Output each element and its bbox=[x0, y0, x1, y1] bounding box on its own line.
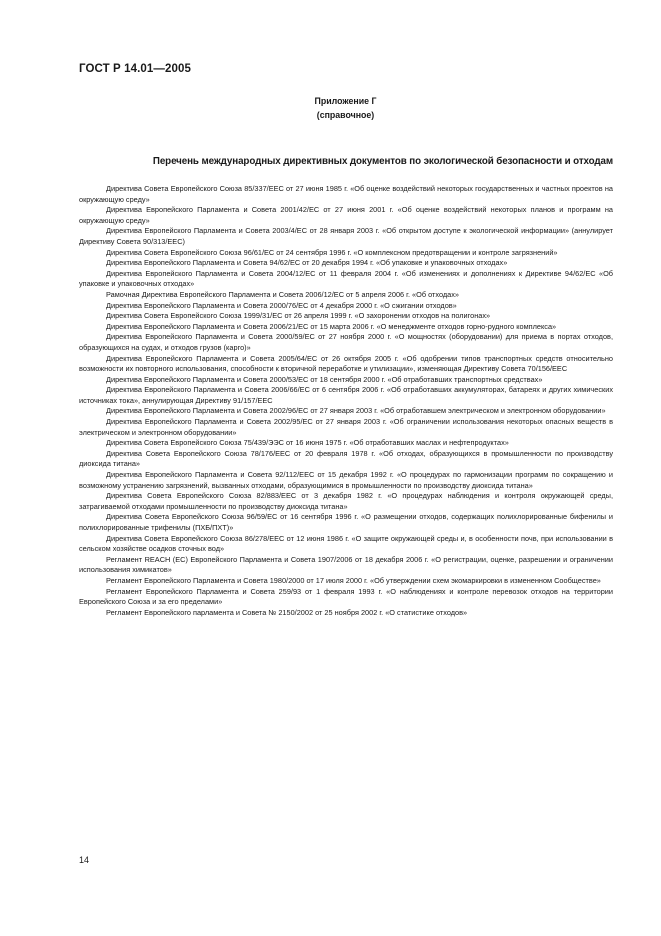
directive-entry: Директива Совета Европейского Союза 96/59/ЕС от 16 сентября 1996 г. «О размещении отходов, содержащих полихлорированные бифенилы и полихлорированные трифенилы (ПХБ/ПХТ)» bbox=[79, 512, 613, 532]
directive-entry: Директива Совета Европейского Союза 85/337/ЕЕС от 27 июня 1985 г. «Об оценке воздействий некоторых государственных и частных проектов на окружающую среду» bbox=[79, 184, 613, 204]
directive-list bbox=[79, 184, 613, 618]
document-code: ГОСТ Р 14.01—2005 bbox=[79, 63, 191, 75]
section-title: Перечень международных директивных документов по экологической безопасности и отходам bbox=[152, 156, 613, 167]
directive-entry: Директива Совета Европейского Союза 96/61/ЕС от 24 сентября 1996 г. «О комплексном предотвращении и контроле загрязнений» bbox=[106, 247, 558, 257]
directive-entry: Директива Европейского Парламента и Совета 2001/42/ЕС от 27 июня 2001 г. «Об оценке воздействий некоторых планов и программ на окружающую среду» bbox=[79, 205, 613, 225]
annex-heading bbox=[0, 94, 661, 122]
directive-entry: Директива Европейского Парламента и Совета 2005/64/ЕС от 26 октября 2005 г. «Об одобрении типов транспортных средств относительно возможности их повторного использования, способности к вторичной переработке и утилизации», изменяющая Директиву Совета 70/156/ЕЕС bbox=[79, 353, 613, 374]
directive-entry: Директива Совета Европейского Союза 75/439/ЭЭС от 16 июня 1975 г. «Об отработавших маслах и нефтепродуктах» bbox=[106, 438, 509, 448]
directive-entry: Директива Европейского Парламента и Совета 2002/96/ЕС от 27 января 2003 г. «Об отработавшем электрическом и электронном оборудовании» bbox=[106, 406, 606, 416]
directive-entry: Директива Совета Европейского Союза 78/176/ЕЕС от 20 февраля 1978 г. «Об отходах, образующихся в промышленности по производству диоксида титана» bbox=[79, 448, 613, 469]
directive-entry: Регламент Европейского Парламента и Совета 1980/2000 от 17 июля 2000 г. «Об утверждении схем экомаркировки в измененном Сообществе» bbox=[106, 575, 601, 585]
directive-entry: Директива Совета Европейского Союза 86/278/ЕЕС от 12 июня 1986 г. «О защите окружающей среды и, в особенности почв, при использовании в сельском хозяйстве осадков сточных вод» bbox=[79, 533, 613, 554]
directive-entry: Директива Европейского Парламента и Совета 2000/59/ЕС от 27 ноября 2000 г. «О мощностях (оборудовании) для приема в портах отходов, образующихся на судах, и отходов грузов (карго)» bbox=[79, 332, 613, 352]
directive-entry: Директива Европейского Парламента и Совета 2002/95/ЕС от 27 января 2003 г. «Об ограничении использования некоторых опасных веществ в электрическом и электронном оборудовании» bbox=[79, 417, 613, 437]
directive-entry: Директива Европейского Парламента и Совета 92/112/ЕЕС от 15 декабря 1992 г. «О процедурах по гармонизации программ по сокращению и возможному устранению загрязнений, вызванных отходами, образующимися в промышленности по производству диоксида титана» bbox=[79, 470, 613, 490]
directive-entry: Регламент Европейского Парламента и Совета 259/93 от 1 февраля 1993 г. «О наблюдениях и контроле перевозок отходов на территории Европейского Союза и за его пределами» bbox=[79, 586, 613, 607]
annex-subtitle: (справочное) bbox=[316, 110, 375, 120]
directive-entry: Директива Европейского Парламента и Совета 2000/53/ЕС от 18 сентября 2000 г. «Об отработавших транспортных средствах» bbox=[106, 374, 543, 384]
annex-title: Приложение Г bbox=[314, 96, 377, 106]
directive-entry: Директива Европейского Парламента и Совета 2006/66/ЕС от 6 сентября 2006 г. «Об отработавших аккумуляторах, батареях и других химических источниках тока», аннулирующая Директиву 91/157/ЕЕС bbox=[79, 385, 613, 405]
directive-entry: Директива Европейского Парламента и Совета 2003/4/ЕС от 28 января 2003 г. «Об открытом доступе к экологической информации» (аннулирует Директиву Совета 90/313/ЕЕС) bbox=[79, 226, 613, 246]
directive-entry: Директива Европейского Парламента и Совета 2004/12/ЕС от 11 февраля 2004 г. «Об изменениях и дополнениях к Директиве 94/62/ЕС «Об упаковке и упаковочных отходах» bbox=[79, 268, 613, 289]
page-number: 14 bbox=[79, 855, 90, 865]
directive-entry: Директива Совета Европейского Союза 82/883/ЕЕС от 3 декабря 1982 г. «О процедурах наблюдения и контроля окружающей среды, затрагиваемой отходами промышленности по производству диоксида титана» bbox=[79, 491, 613, 511]
directive-entry: Директива Совета Европейского Союза 1999/31/ЕС от 26 апреля 1999 г. «О захоронении отходов на полигонах» bbox=[106, 311, 491, 321]
directive-entry: Регламент Европейского парламента и Совета № 2150/2002 от 25 ноября 2002 г. «О статистике отходов» bbox=[106, 607, 468, 617]
directive-entry: Директива Европейского Парламента и Совета 94/62/ЕС от 20 декабря 1994 г. «Об упаковке и упаковочных отходах» bbox=[106, 258, 508, 268]
directive-entry: Директива Европейского Парламента и Совета 2000/76/ЕС от 4 декабря 2000 г. «О сжигании отходов» bbox=[106, 300, 457, 310]
directive-entry: Рамочная Директива Европейского Парламента и Совета 2006/12/ЕС от 5 апреля 2006 г. «Об отходах» bbox=[106, 289, 459, 299]
directive-entry: Директива Европейского Парламента и Совета 2006/21/ЕС от 15 марта 2006 г. «О менеджменте отходов горно-рудного комплекса» bbox=[106, 321, 557, 331]
directive-entry: Регламент REACH (ЕС) Европейского Парламента и Совета 1907/2006 от 18 декабря 2006 г. «О регистрации, оценке, разрешении и ограничении использования химикатов» bbox=[79, 554, 613, 575]
